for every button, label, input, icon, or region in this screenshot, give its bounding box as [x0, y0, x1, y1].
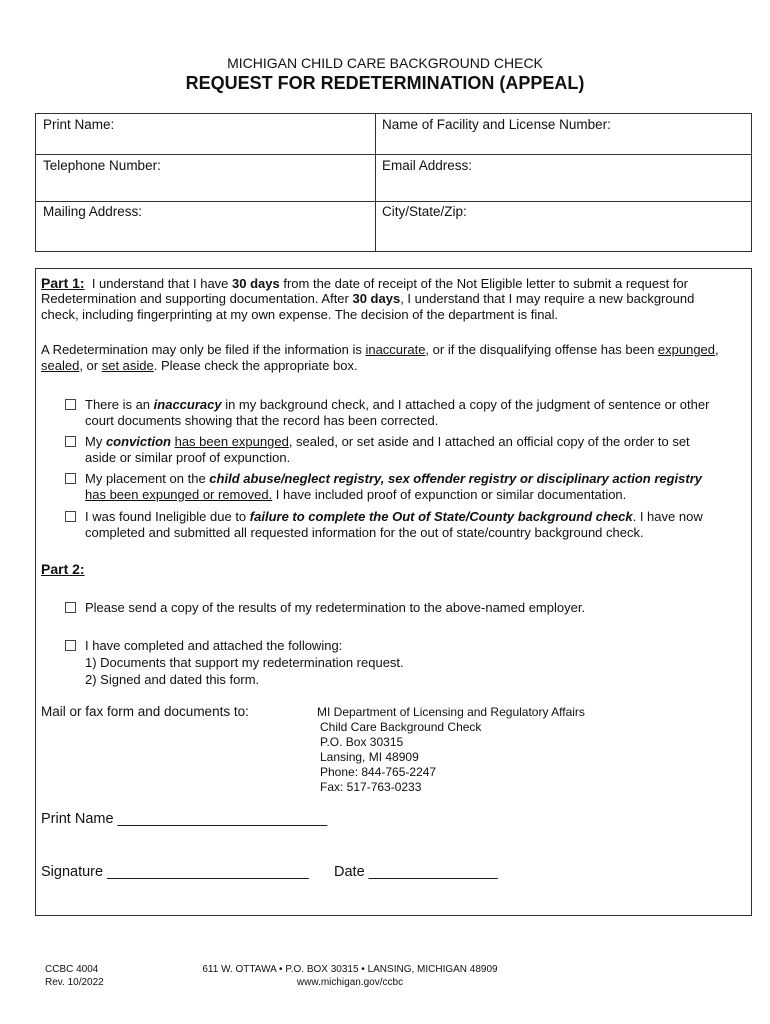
send-copy-checkbox[interactable] — [65, 602, 76, 613]
text: in my background check, and I attached a copy of the judgment of sentence or other — [221, 397, 710, 412]
option-registry — [65, 471, 755, 487]
text: My placement on the — [85, 471, 210, 486]
option-conviction-line2: aside or similar proof of expunction. — [85, 450, 291, 465]
text: P.O. Box 30315 — [320, 735, 404, 749]
text: , — [715, 342, 719, 357]
mailing-address-block — [317, 705, 585, 795]
option-attached — [65, 638, 750, 654]
inaccuracy-checkbox[interactable] — [65, 399, 76, 410]
form-supertitle: MICHIGAN CHILD CARE BACKGROUND CHECK — [227, 55, 543, 71]
part1-intro-line2 — [41, 291, 751, 307]
text: inaccurate, — [365, 342, 430, 357]
text: , or — [79, 358, 102, 373]
out-of-state-checkbox[interactable] — [65, 511, 76, 522]
attached-checkbox[interactable] — [65, 640, 76, 651]
text: . I have now — [632, 509, 703, 524]
text: or if the disqualifying offense has been — [429, 342, 658, 357]
text: Lansing, MI 48909 — [320, 750, 419, 764]
date-line[interactable]: Date ________________ — [334, 864, 498, 880]
text: My — [85, 434, 106, 449]
conviction-checkbox[interactable] — [65, 436, 76, 447]
text: has been expunged or removed. — [85, 487, 273, 502]
text: I have completed and attached the following: — [85, 638, 343, 653]
text: Redetermination and supporting documentation. After — [41, 291, 353, 306]
registry-checkbox[interactable] — [65, 473, 76, 484]
text: . Please check the appropriate box. — [153, 358, 358, 373]
row-divider — [36, 154, 751, 155]
redetermination-condition — [41, 342, 756, 358]
form-title: REQUEST FOR REDETERMINATION (APPEAL) — [185, 73, 585, 93]
text: Fax: 517-763-0233 — [320, 780, 422, 794]
footer-address — [150, 963, 550, 989]
text: sealed — [41, 358, 80, 373]
mail-instructions: Mail or fax form and documents to: — [41, 704, 249, 719]
email-label: Email Address: — [382, 158, 473, 173]
text: A Redetermination may only be filed if the information is — [41, 342, 366, 357]
print-name-label: Print Name: — [43, 117, 115, 132]
part1-label: Part 1: — [41, 275, 85, 291]
text: from the date of receipt of the Not Eligible letter to submit a request for — [279, 276, 688, 291]
row-divider — [36, 201, 751, 202]
city-state-zip-label: City/State/Zip: — [382, 204, 467, 219]
option-out-of-state-line2: completed and submitted all requested information for the out of state/country background check. — [85, 525, 644, 540]
column-divider — [375, 114, 376, 251]
print-name-signature-line[interactable]: Print Name __________________________ — [41, 811, 328, 827]
part1-intro — [41, 275, 751, 292]
text: I was found Ineligible due to — [85, 509, 250, 524]
form-number — [45, 963, 104, 989]
option-out-of-state — [65, 509, 755, 525]
attachment-item-2: 2) Signed and dated this form. — [85, 672, 260, 687]
text: , I understand that I may require a new background — [400, 291, 695, 306]
applicant-info-table — [35, 113, 752, 252]
text: There is an — [85, 397, 154, 412]
text: Phone: 844-765-2247 — [320, 765, 437, 779]
text: , sealed, or set aside and I attached an official copy of the order to set — [288, 434, 690, 449]
text: Please send a copy of the results of my redetermination to the above-named employer. — [85, 600, 586, 615]
option-send-copy — [65, 600, 750, 616]
facility-label: Name of Facility and License Number: — [382, 117, 611, 132]
text: child abuse/neglect registry, sex offender registry or disciplinary action registry — [209, 471, 703, 486]
option-conviction — [65, 434, 750, 450]
text: inaccuracy — [153, 397, 222, 412]
text: Child Care Background Check — [320, 720, 482, 734]
text: I have included proof of expunction or similar documentation. — [272, 487, 627, 502]
option-inaccuracy-line2: court documents showing that the record has been corrected. — [85, 413, 439, 428]
text: I understand that I have — [91, 276, 233, 291]
part1-intro-line3: check, including fingerprinting at my own expense. The decision of the department is final. — [41, 307, 559, 322]
text: has been expunged — [174, 434, 289, 449]
text: expunged — [657, 342, 716, 357]
text: 30 days — [232, 276, 280, 291]
option-registry-line2 — [85, 487, 750, 503]
telephone-label: Telephone Number: — [43, 158, 161, 173]
redetermination-condition-line2 — [41, 358, 751, 374]
signature-line[interactable]: Signature _________________________ — [41, 864, 309, 880]
text: CCBC 4004 — [45, 964, 99, 975]
text: failure to complete the Out of State/County background check — [249, 509, 633, 524]
mailing-address-label: Mailing Address: — [43, 204, 143, 219]
text: 611 W. OTTAWA • P.O. BOX 30315 • LANSING, MICHIGAN 48909 — [202, 964, 498, 975]
text: Rev. 10/2022 — [45, 977, 104, 988]
part2-label: Part 2: — [41, 561, 85, 577]
option-inaccuracy — [65, 397, 750, 413]
text: conviction — [105, 434, 171, 449]
attachment-item-1: 1) Documents that support my redetermination request. — [85, 655, 404, 670]
text: 30 days — [352, 291, 401, 306]
text: set aside — [101, 358, 154, 373]
text: MI Department of Licensing and Regulatory Affairs — [317, 705, 585, 719]
text: www.michigan.gov/ccbc — [296, 977, 404, 988]
